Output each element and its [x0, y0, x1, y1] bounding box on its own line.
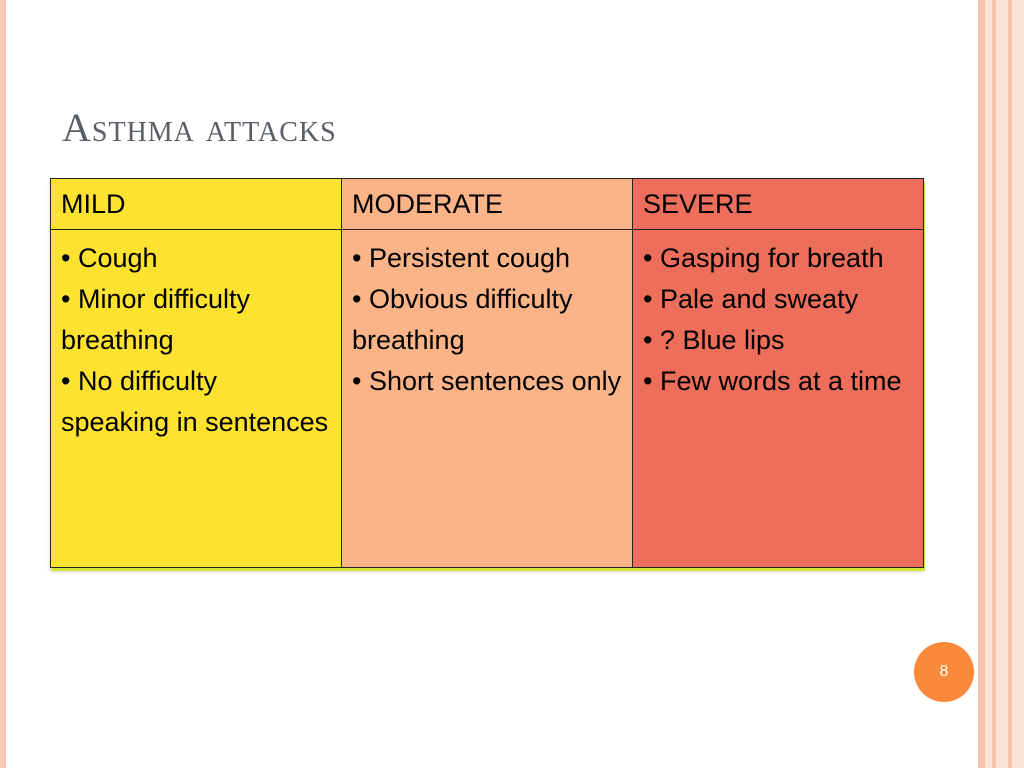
- list-item: • Few words at a time: [643, 366, 902, 396]
- table-row: [51, 230, 924, 568]
- header-severe: SEVERE: [633, 179, 924, 230]
- list-item: • Minor difficulty breathing: [61, 284, 251, 355]
- list-item: • ? Blue lips: [643, 325, 785, 355]
- frame-stripe: [1008, 0, 1012, 768]
- frame-stripe: [978, 0, 985, 768]
- list-item: • Cough: [61, 243, 158, 273]
- slide-frame-left: [0, 0, 6, 768]
- list-item: • Persistent cough: [352, 243, 571, 273]
- header-mild: MILD: [51, 179, 342, 230]
- table-header-row: [51, 179, 924, 230]
- frame-stripe: [992, 0, 996, 768]
- severity-table-container: [50, 178, 924, 568]
- list-item: • Pale and sweaty: [643, 284, 859, 314]
- list-item: • Gasping for breath: [643, 243, 884, 273]
- severity-table: [50, 178, 924, 568]
- cell-severe: [633, 230, 924, 568]
- list-item: • Short sentences only: [352, 366, 622, 396]
- cell-mild: [51, 230, 342, 568]
- cell-moderate: [342, 230, 633, 568]
- list-item: • Obvious difficulty breathing: [352, 284, 573, 355]
- list-item: • No difficulty speaking in sentences: [61, 366, 329, 437]
- slide-title: Asthma attacks: [62, 105, 337, 150]
- slide-number-badge: 8: [914, 642, 974, 702]
- header-moderate: MODERATE: [342, 179, 633, 230]
